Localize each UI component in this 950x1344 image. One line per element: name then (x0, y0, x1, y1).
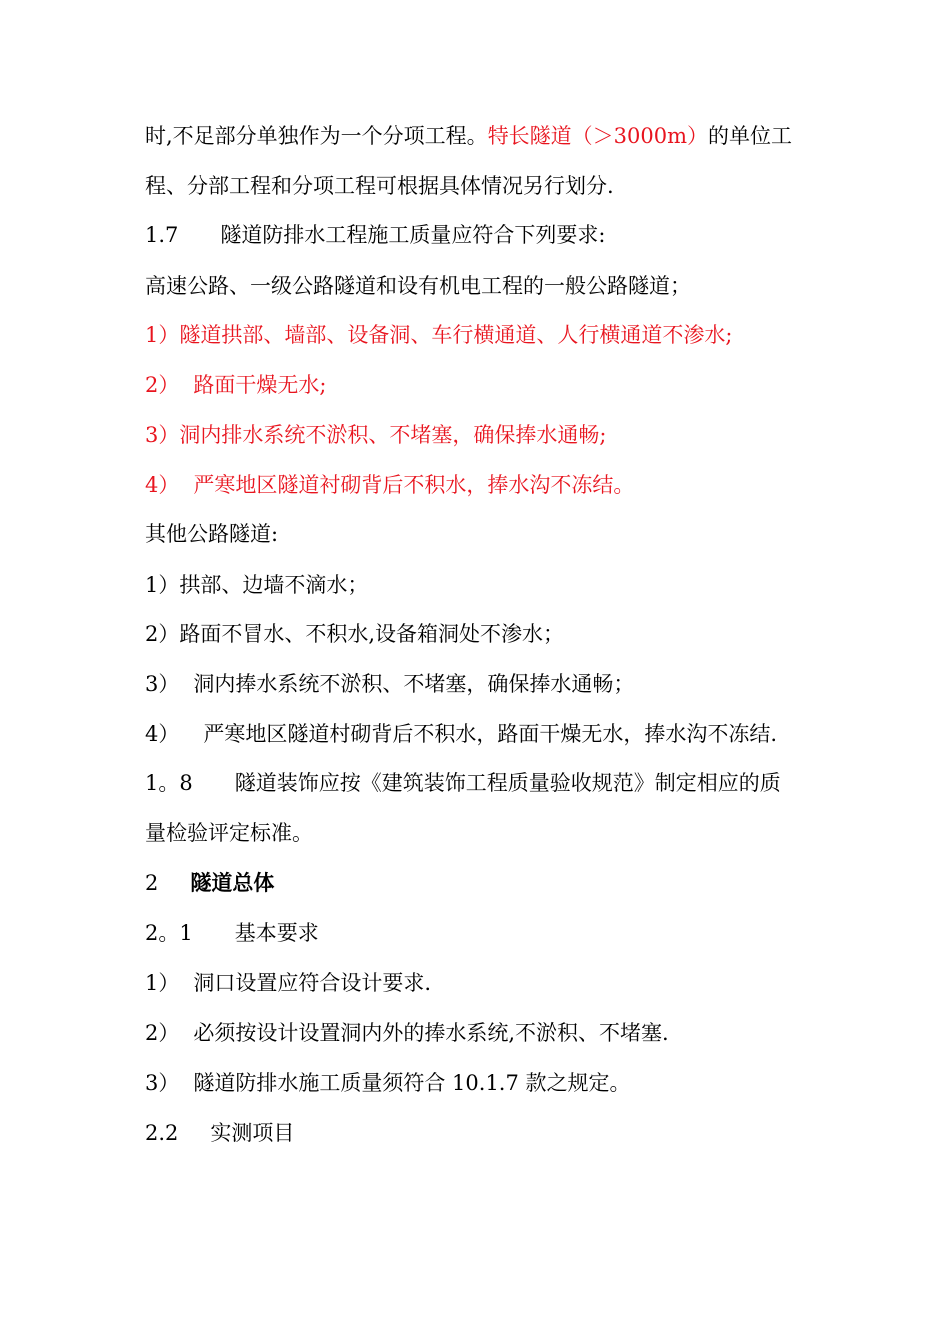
subsection-heading-2-1 (145, 918, 319, 948)
text-segment: 时,不足部分单独作为一个分项工程。 (145, 124, 488, 148)
item-number: 4） (145, 473, 180, 497)
item-number: 3） (145, 1071, 180, 1095)
other-item-4 (145, 719, 777, 749)
basic-requirement-3 (145, 1068, 631, 1098)
item-number: 4） (145, 722, 180, 746)
other-item-1: 1）拱部、边墙不滴水； (145, 573, 369, 597)
item-number: 3） (145, 672, 180, 696)
clause-1-8 (145, 768, 781, 798)
requirement-item-4 (145, 470, 634, 500)
clause-text: 隧道装饰应按《建筑装饰工程质量验收规范》制定相应的质 (234, 771, 781, 795)
clause-number: 1.7 (145, 223, 179, 247)
item-number: 2） (145, 1021, 180, 1045)
item-text: 隧道防排水施工质量须符合 10.1.7 款之规定。 (193, 1071, 631, 1095)
highlighted-text-segment: 特长隧道（＞3000m） (487, 124, 709, 148)
item-text: 必须按设计设置洞内外的捧水系统,不淤积、不堵塞. (193, 1021, 669, 1045)
paragraph-line-2: 程、分部工程和分项工程可根据具体情况另行划分. (145, 174, 614, 198)
item-text: 洞内捧水系统不淤积、不堵塞，确保捧水通畅； (193, 672, 635, 696)
requirement-item-3: 3）洞内排水系统不淤积、不堵塞，确保捧水通畅; (145, 423, 607, 447)
item-text: 路面干燥无水; (193, 373, 327, 397)
paragraph-other-roads: 其他公路隧道: (145, 522, 279, 546)
subsection-title: 实测项目 (210, 1121, 295, 1145)
clause-1-7 (145, 220, 605, 250)
text-segment: 的单位工 (708, 124, 793, 148)
other-item-3 (145, 669, 634, 699)
item-text: 严寒地区隧道村砌背后不积水，路面干燥无水，捧水沟不冻结. (203, 722, 778, 746)
paragraph-line-1 (145, 121, 792, 151)
basic-requirement-1 (145, 968, 431, 998)
clause-text: 隧道防排水工程施工质量应符合下列要求: (220, 223, 606, 247)
subsection-heading-2-2 (145, 1118, 294, 1148)
section-number: 2 (145, 871, 159, 895)
basic-requirement-2 (145, 1018, 669, 1048)
item-text: 洞口设置应符合设计要求. (193, 971, 432, 995)
section-title: 隧道总体 (190, 870, 275, 895)
subsection-number: 2。1 (145, 921, 193, 945)
paragraph-line-continuation: 量检验评定标准。 (145, 821, 313, 845)
other-item-2: 2）路面不冒水、不积水,设备箱洞处不渗水； (145, 622, 565, 646)
item-number: 1） (145, 971, 180, 995)
subsection-title: 基本要求 (234, 921, 319, 945)
item-number: 2） (145, 373, 180, 397)
requirement-item-2 (145, 370, 326, 400)
clause-number: 1。8 (145, 771, 193, 795)
paragraph-line-highway: 高速公路、一级公路隧道和设有机电工程的一般公路隧道； (145, 274, 691, 298)
item-text: 严寒地区隧道衬砌背后不积水，捧水沟不冻结。 (193, 473, 635, 497)
requirement-item-1: 1）隧道拱部、墙部、设备洞、车行横通道、人行横通道不渗水; (145, 323, 733, 347)
section-heading-2 (145, 868, 274, 898)
subsection-number: 2.2 (145, 1121, 179, 1145)
